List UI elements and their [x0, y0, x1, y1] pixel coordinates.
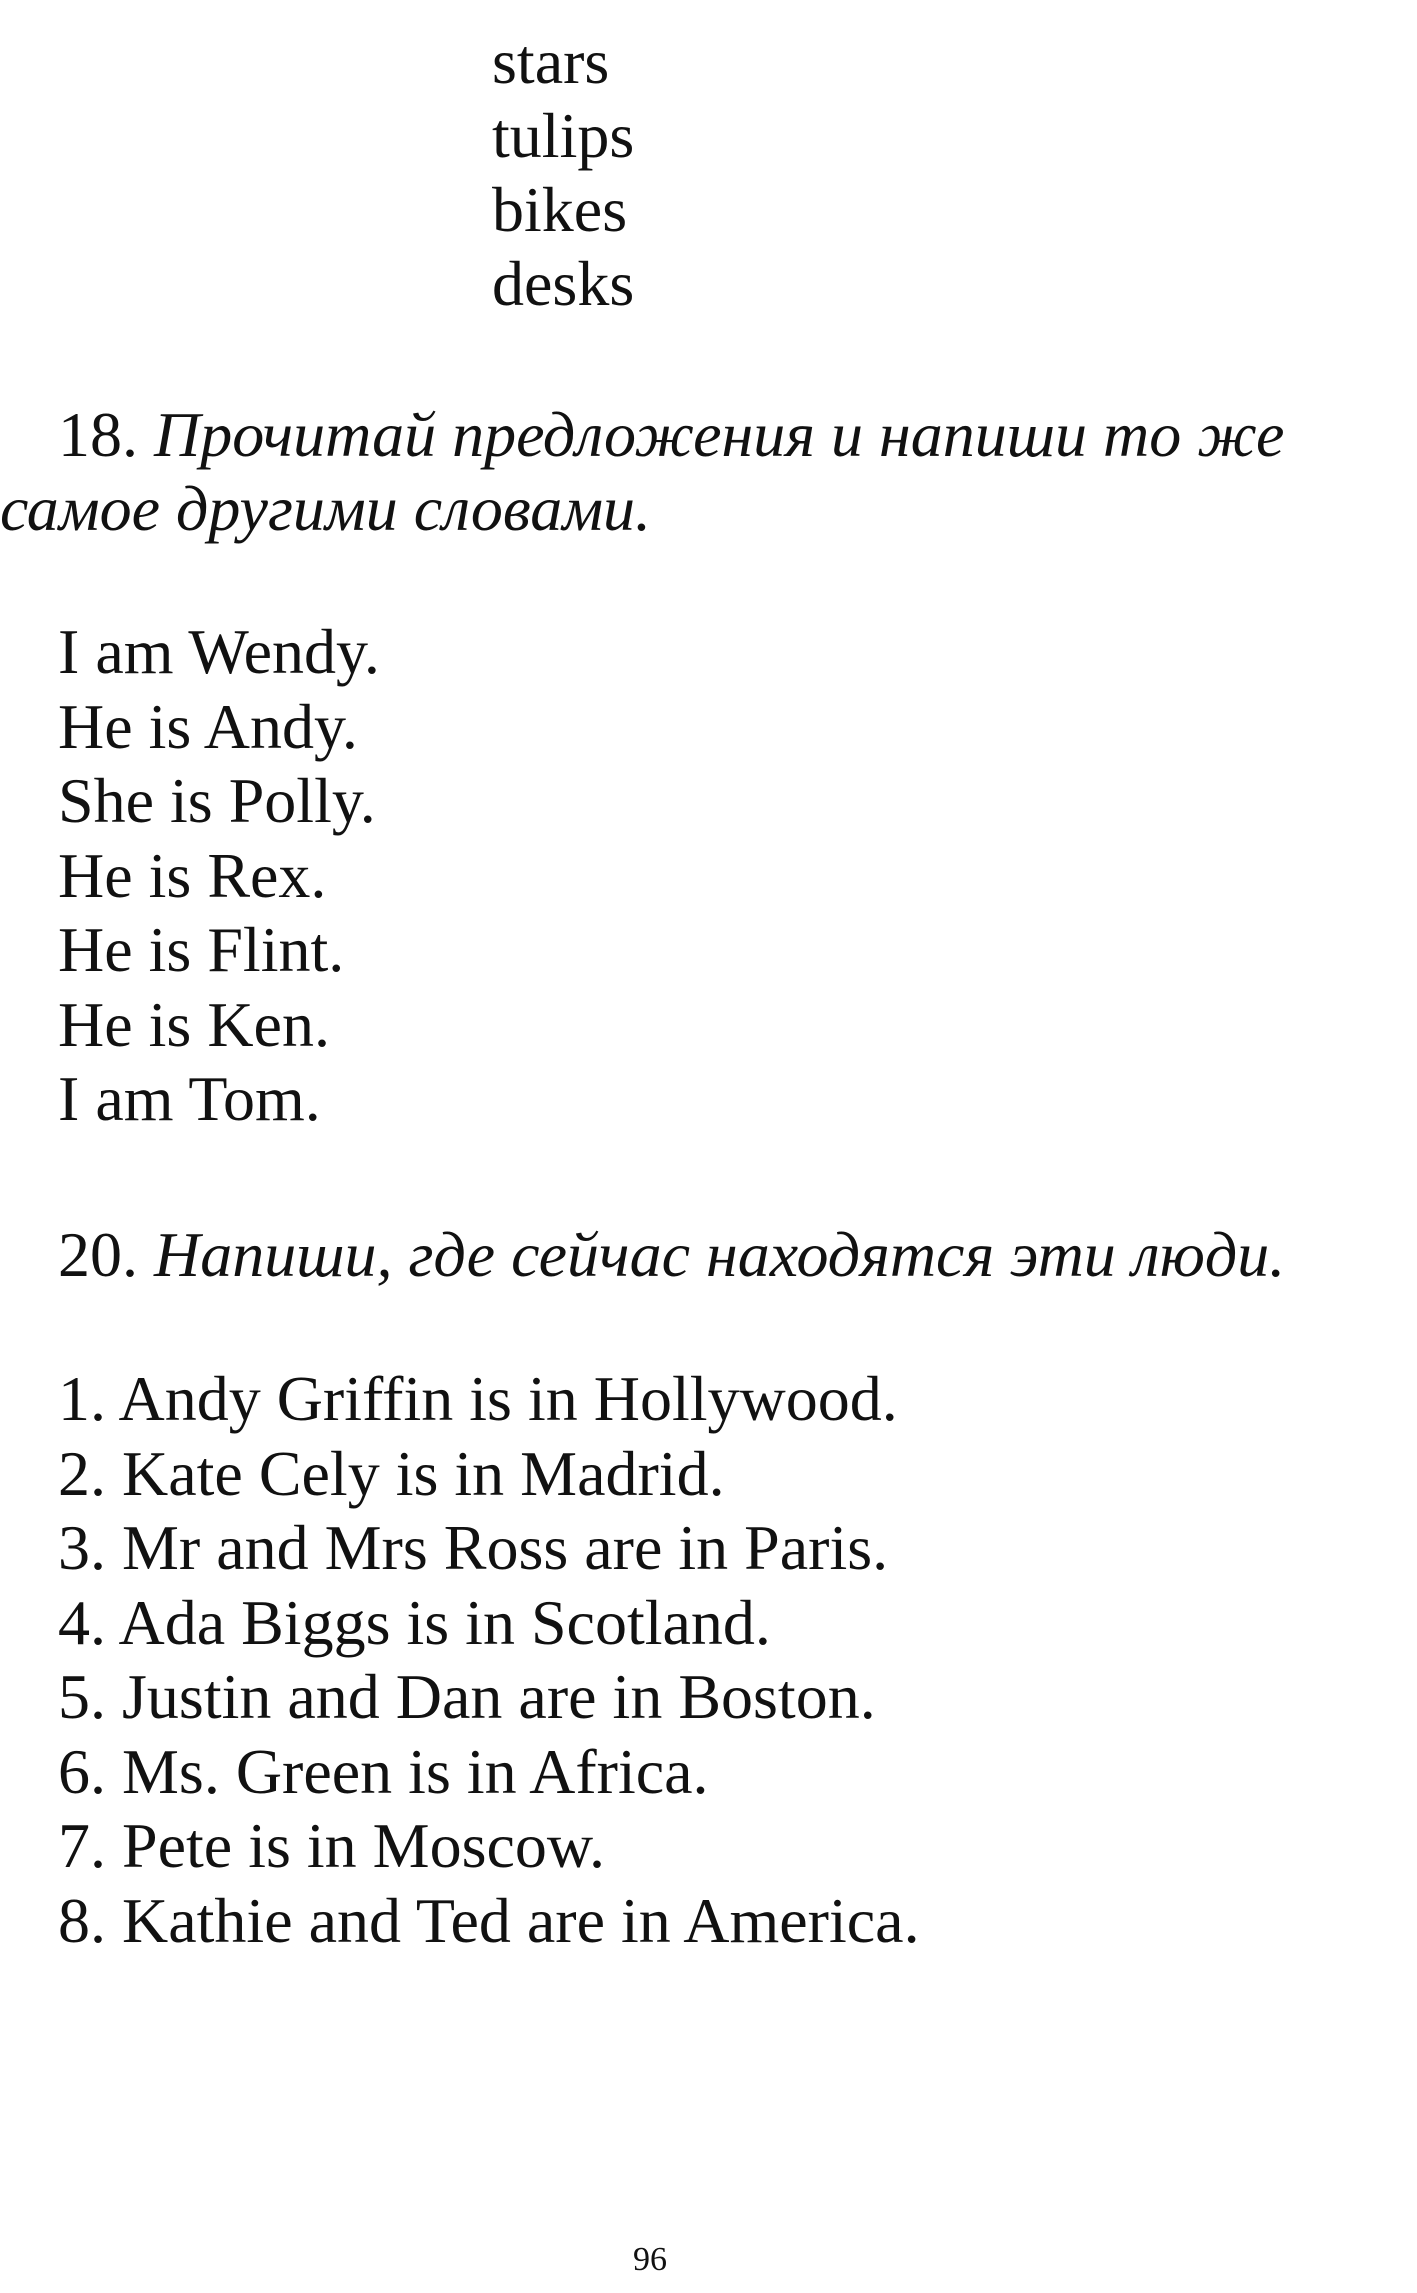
- list-item: 2. Kate Cely is in Madrid.: [58, 1437, 725, 1509]
- sentence: He is Rex.: [58, 839, 327, 911]
- word-list-item: stars: [492, 26, 610, 97]
- exercise-18-number: 18.: [58, 399, 138, 470]
- list-item: 7. Pete is in Moscow.: [58, 1810, 605, 1881]
- exercise-18-title-continued: [0, 472, 651, 546]
- exercise-20-title: [58, 1218, 1285, 1292]
- exercise-20-instruction: Напиши, где сейчас находятся эти люди.: [154, 1219, 1286, 1290]
- list-item: 5. Justin and Dan are in Boston.: [58, 1661, 876, 1732]
- exercise-18-sentences: [58, 615, 380, 1137]
- list-item: 1. Andy Griffin is in Hollywood.: [58, 1363, 898, 1434]
- word-list-item: bikes: [492, 174, 628, 245]
- page-number: 96: [633, 2241, 667, 2278]
- sentence: He is Ken.: [58, 988, 330, 1060]
- list-item: 4. Ada Biggs is in Scotland.: [58, 1586, 771, 1658]
- sentence: I am Wendy.: [58, 616, 380, 687]
- exercise-18-title: [58, 398, 1284, 472]
- sentence: He is Flint.: [58, 914, 345, 985]
- list-item: 6. Ms. Green is in Africa.: [58, 1735, 709, 1807]
- list-item: 8. Kathie and Ted are in America.: [58, 1884, 920, 1956]
- sentence: I am Tom.: [58, 1063, 321, 1134]
- list-item: 3. Mr and Mrs Ross are in Paris.: [58, 1512, 889, 1583]
- exercise-20-number: 20.: [58, 1219, 138, 1290]
- sentence: He is Andy.: [58, 690, 358, 762]
- exercise-20-items: [58, 1362, 920, 1958]
- sentence: She is Polly.: [58, 765, 376, 836]
- exercise-18-instruction-line2: самое другими словами.: [0, 473, 652, 544]
- word-list-item: desks: [492, 248, 635, 319]
- word-list: [492, 25, 634, 321]
- word-list-item: tulips: [492, 100, 635, 171]
- exercise-18-instruction-line1: Прочитай предложения и напиши то же: [154, 399, 1285, 470]
